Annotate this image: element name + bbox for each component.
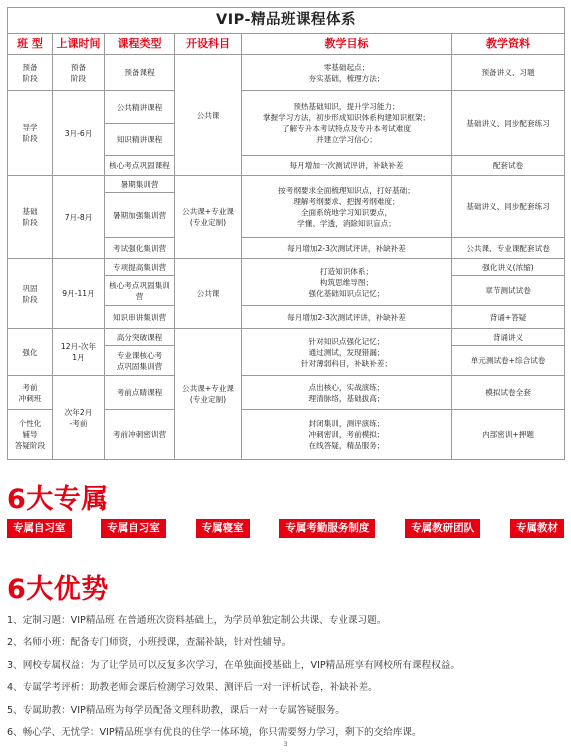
- exclusive-badge: 专属自习室: [101, 519, 166, 538]
- time-cell: 12月-次年 1月: [53, 329, 105, 376]
- course-cell: 高分突破课程: [105, 329, 175, 346]
- advantage-item: 2、名师小班：配备专门师资，小班授课，查漏补缺，针对性辅导。: [7, 637, 292, 649]
- advantage-item: 4、专属学考评析：助教老师会课后检测学习效果、测评后一对一评析试卷，补缺补差。: [7, 682, 378, 694]
- header-class-type: 班 型: [8, 34, 53, 55]
- material-cell: 基础讲义、同步配套练习: [452, 176, 565, 238]
- exclusive-badge: 专属考勤服务制度: [279, 519, 375, 538]
- header-course-type: 课程类型: [105, 34, 175, 55]
- course-cell: 考前点睛课程: [105, 376, 175, 410]
- subject-cell: 公共课+专业课 (专业定制): [175, 176, 242, 259]
- header-goal: 教学目标: [242, 34, 452, 55]
- course-cell: 知识串讲集训营: [105, 306, 175, 329]
- material-cell: 内部密训+押题: [452, 410, 565, 460]
- goal-cell: 每月增加2-3次测试评讲，补缺补差: [242, 238, 452, 259]
- advantage-item: 6、畅心学、无忧学：VIP精品班享有优良的住学一体环境，你只需要努力学习，剩下的交给库课。: [7, 727, 422, 739]
- material-cell: 章节测试试卷: [452, 276, 565, 306]
- material-cell: 配套试卷: [452, 156, 565, 176]
- advantage-item: 5、专属助教：VIP精品班为每学员配备文理科助教，课后一对一专属答疑服务。: [7, 704, 345, 716]
- table-title: VIP-精品班课程体系: [8, 8, 565, 34]
- material-cell: 模拟试卷全套: [452, 376, 565, 410]
- goal-cell: 针对知识点强化记忆； 通过测试，发现错漏； 针对薄弱科目，补缺补差；: [242, 329, 452, 376]
- course-cell: 公共精讲课程: [105, 91, 175, 124]
- curriculum-table: [7, 7, 565, 460]
- time-cell: 预备 阶段: [53, 55, 105, 91]
- phase-cell: 个性化 辅导 答疑阶段: [8, 410, 53, 460]
- advantage-item: 3、网校专属权益：为了让学员可以反复多次学习，在单独面授基础上，VIP精品班享有网校所有课程权益。: [7, 659, 460, 671]
- goal-cell: 封闭集训，测评演练； 冲刺密训，考前模拟； 在线答疑，精品服务；: [242, 410, 452, 460]
- page-number: 3: [283, 740, 288, 748]
- goal-cell: 打造知识体系； 构筑思维导图； 强化基础知识点记忆；: [242, 259, 452, 306]
- exclusive-badge-row: [7, 519, 564, 538]
- material-cell: 基础讲义、同步配套练习: [452, 91, 565, 156]
- exclusive-badge: 专属自习室: [7, 519, 72, 538]
- course-cell: 预备课程: [105, 55, 175, 91]
- goal-cell: 每月增加2-3次测试评讲，补缺补差: [242, 306, 452, 329]
- advantages-list: [7, 610, 564, 744]
- advantage-item: 1、定制习题：VIP精品班 在普通班次资料基础上，为学员单独定制公共课、专业课习题。: [7, 615, 387, 626]
- time-cell: 7月-8月: [53, 176, 105, 259]
- course-cell: 考试强化集训营: [105, 238, 175, 259]
- phase-cell: 导学 阶段: [8, 91, 53, 176]
- material-cell: 背诵+答疑: [452, 306, 565, 329]
- time-cell: 次年2月 -考前: [53, 376, 105, 460]
- course-cell: 暑期集训营: [105, 176, 175, 193]
- goal-cell: 预热基础知识，提升学习能力； 掌握学习方法，初步形成知识体系构建知识框架； 了解专升本考试特点及专升本考试难度 并建立学习信心；: [242, 91, 452, 156]
- course-cell: 专业课核心考 点巩固集训营: [105, 346, 175, 376]
- material-cell: 背诵讲义: [452, 329, 565, 346]
- header-time: 上课时间: [53, 34, 105, 55]
- phase-cell: 基础 阶段: [8, 176, 53, 259]
- material-cell: 单元测试卷+综合试卷: [452, 346, 565, 376]
- advantages-heading: 6大优势: [7, 574, 109, 605]
- exclusive-heading: 6大专属: [7, 484, 109, 515]
- goal-cell: 每月增加一次测试评讲，补缺补差: [242, 156, 452, 176]
- phase-cell: 预备 阶段: [8, 55, 53, 91]
- exclusive-badge: 专属教研团队: [405, 519, 480, 538]
- course-cell: 专项提高集训营: [105, 259, 175, 276]
- goal-cell: 零基础起点； 夯实基础，梳理方法；: [242, 55, 452, 91]
- course-cell: 核心考点巩固集训营: [105, 276, 175, 306]
- header-subject: 开设科目: [175, 34, 242, 55]
- course-cell: 考前冲刺密训营: [105, 410, 175, 460]
- course-cell: 暑期加强集训营: [105, 193, 175, 238]
- course-cell: 核心考点巩固课程: [105, 156, 175, 176]
- material-cell: 强化讲义(浓缩): [452, 259, 565, 276]
- exclusive-badge: 专属教材: [510, 519, 564, 538]
- course-cell: 知识精讲课程: [105, 124, 175, 156]
- phase-cell: 考前 冲刺班: [8, 376, 53, 410]
- exclusive-badge: 专属寝室: [196, 519, 250, 538]
- phase-cell: 巩固 阶段: [8, 259, 53, 329]
- phase-cell: 强化: [8, 329, 53, 376]
- subject-cell: 公共课+专业课 (专业定制): [175, 329, 242, 460]
- time-cell: 3月-6月: [53, 91, 105, 176]
- time-cell: 9月-11月: [53, 259, 105, 329]
- subject-cell: 公共课: [175, 55, 242, 176]
- goal-cell: 点出核心，实战演练； 理清脉络，基础拔高；: [242, 376, 452, 410]
- goal-cell: 按考纲要求全面梳理知识点，打好基础； 理解考纲要求、把握考纲难度； 全面系统地学习知识要点， 学懂、学透，消除知识盲点；: [242, 176, 452, 238]
- subject-cell: 公共课: [175, 259, 242, 329]
- header-material: 教学资料: [452, 34, 565, 55]
- material-cell: 预备讲义、习题: [452, 55, 565, 91]
- material-cell: 公共课、专业课配套试卷: [452, 238, 565, 259]
